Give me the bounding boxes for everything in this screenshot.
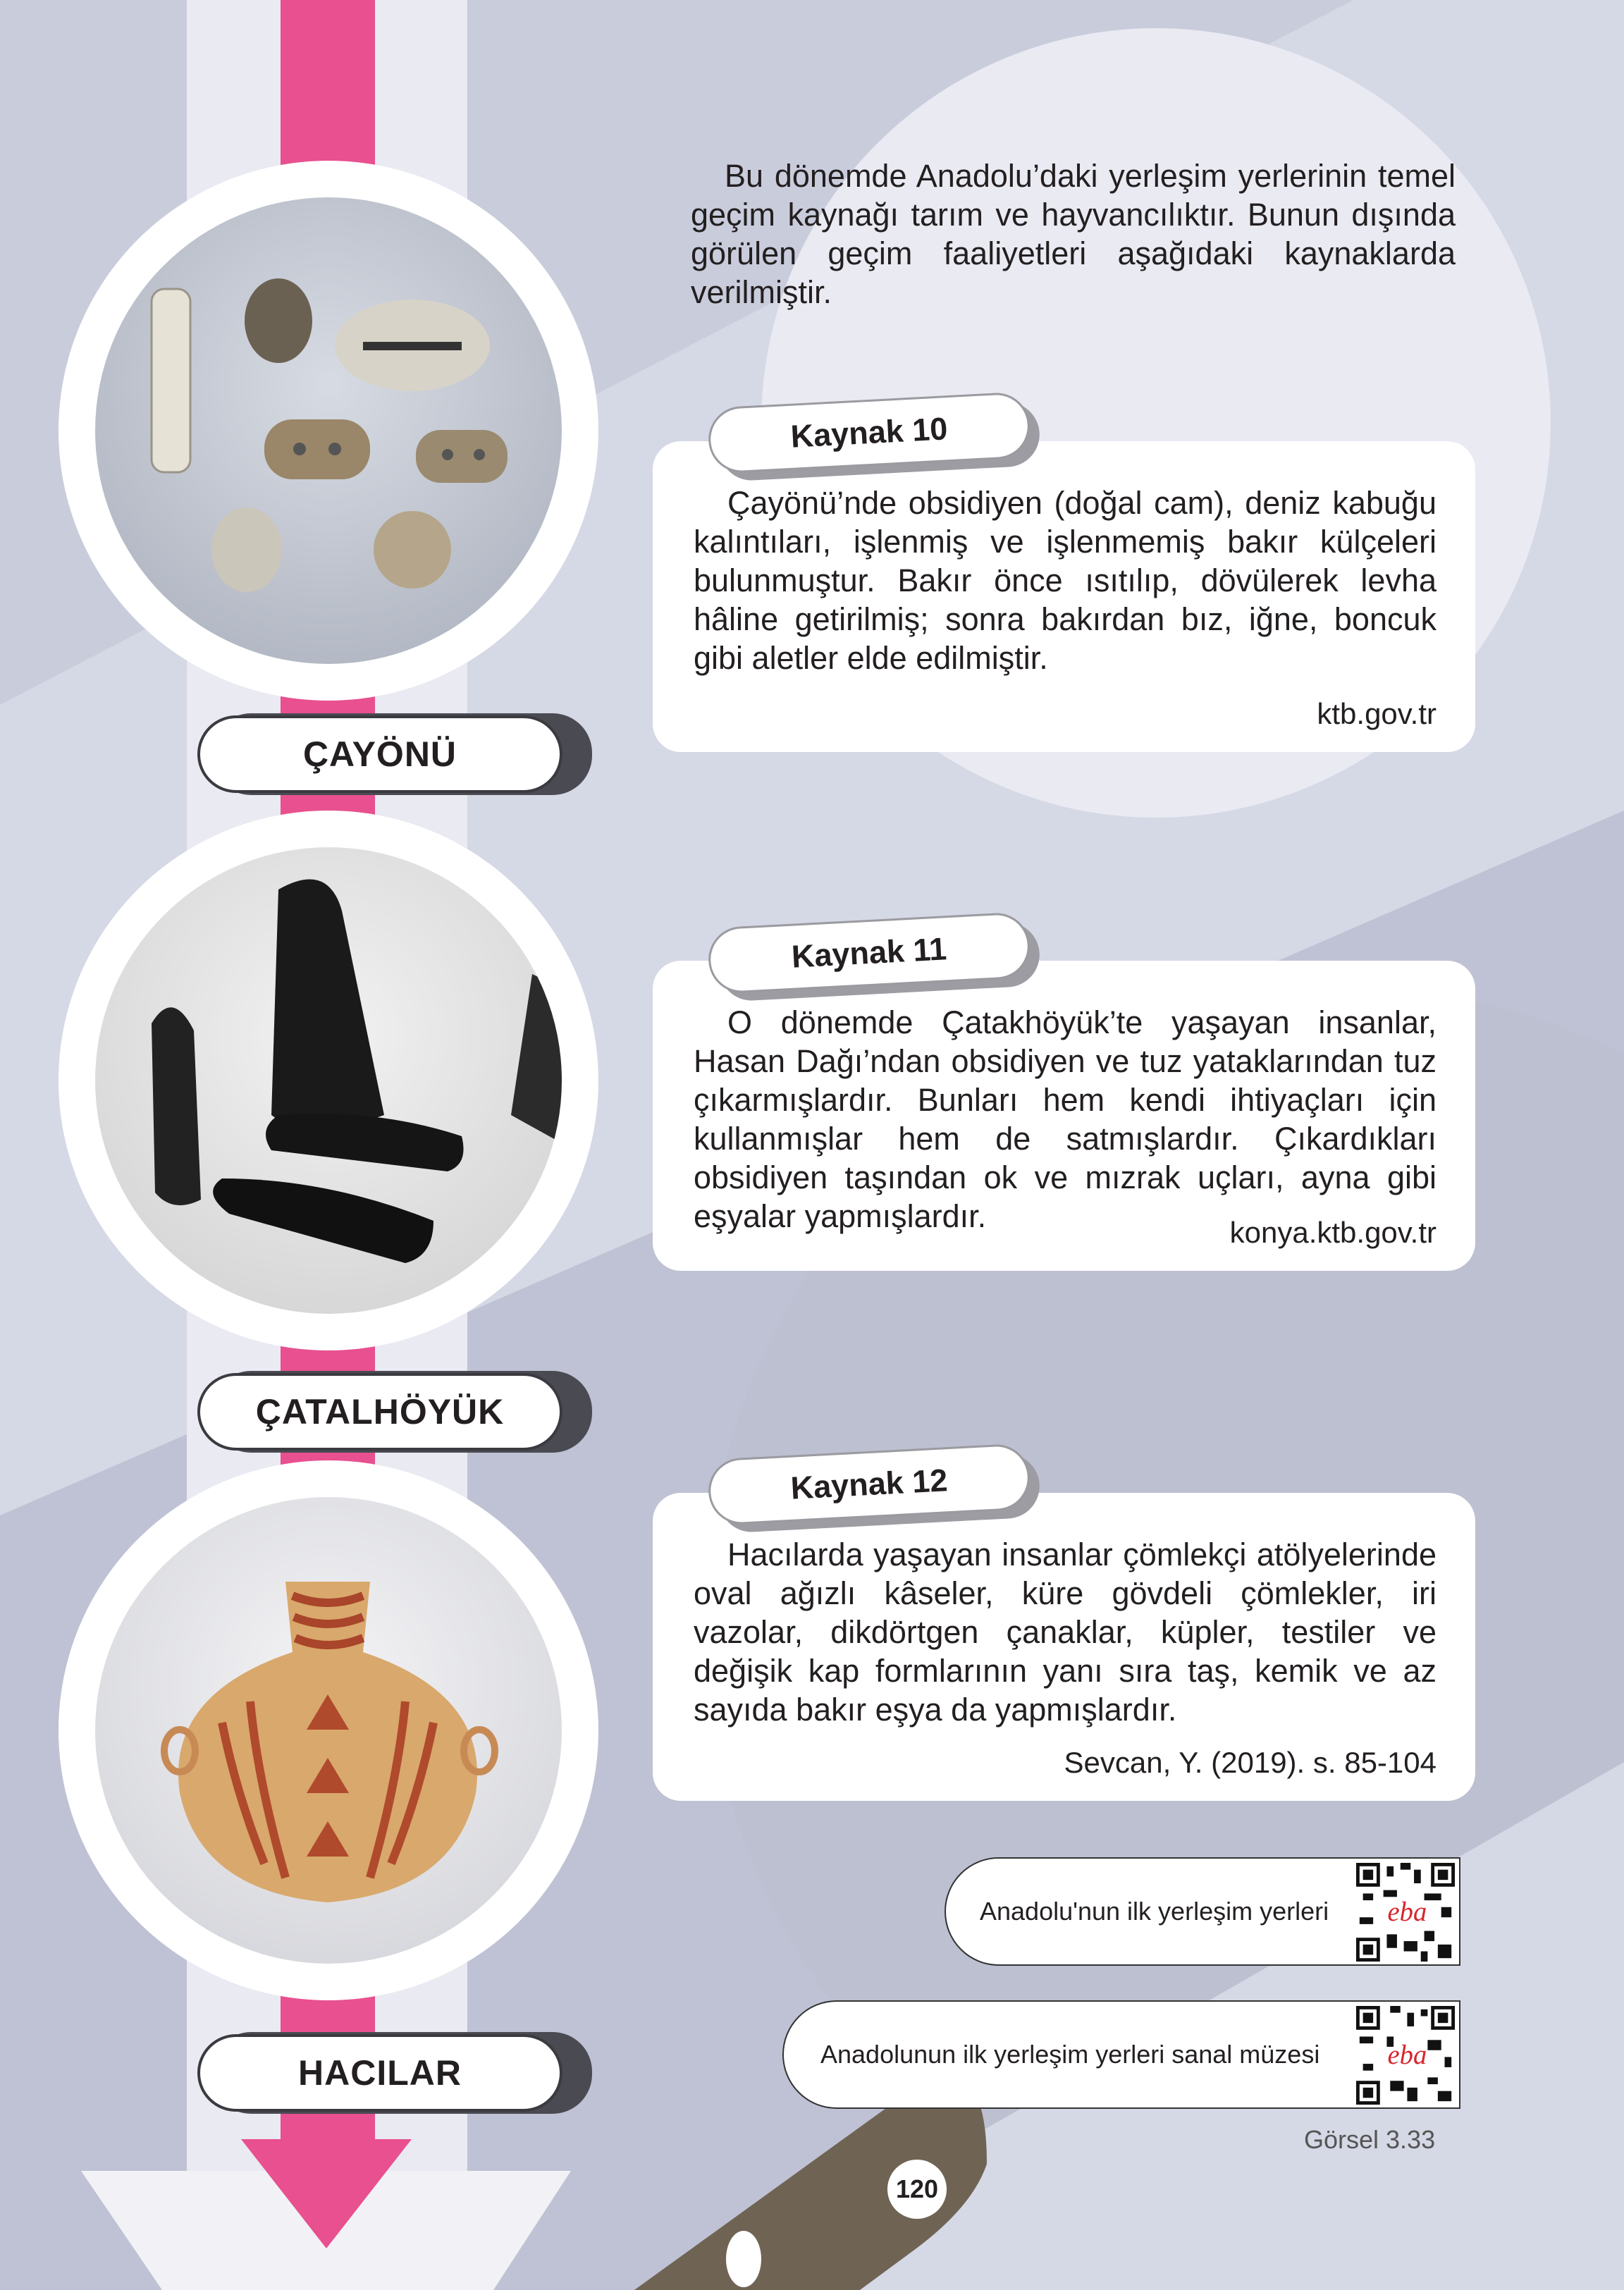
- source-title-tab: Kaynak 12: [707, 1443, 1031, 1526]
- timeline-label-cayonu: ÇAYÖNÜ: [197, 715, 562, 793]
- source-reference: Sevcan, Y. (2019). s. 85-104: [1064, 1746, 1437, 1779]
- timeline-label-catalhoyuk: ÇATALHÖYÜK: [197, 1373, 562, 1451]
- figure-caption: Görsel 3.33: [1304, 2125, 1436, 2154]
- hacilar-pottery-photo: [95, 1497, 562, 1964]
- qr-link-sanal-muze[interactable]: [782, 2000, 1460, 2109]
- source-text: Çayönü’nde obsidiyen (doğal cam), deniz kabuğu kalıntıları, işlenmiş ve işlenmemiş bakır külçeleri bulunmuştur. Bakır önce ısıtılıp, dövülerek levha hâline getirilmiş; sonra bakırdan bız, iğne, boncuk gibi aletler elde edilmiştir.: [694, 485, 1437, 676]
- intro-paragraph: Bu dönemde Anadolu’daki yerleşim yerlerinin temel geçim kaynağı tarım ve hayvancılıktır. Bunun dışında görülen geçim faaliyetleri aşağıdaki kaynaklarda verilmiştir.: [691, 158, 1456, 310]
- source-text: Hacılarda yaşayan insanlar çömlekçi atölyelerinde oval ağızlı kâseler, küre gövdeli çömlekler, iri vazolar, dikdörtgen çanaklar, küpler, testiler ve değişik kap formlarının yanı sıra taş, kemik ve az sayıda bakır eşya da yapmışlardır.: [694, 1537, 1437, 1728]
- qr-link-ilk-yerlesim[interactable]: [945, 1857, 1460, 1966]
- source-card-12: [653, 1493, 1475, 1801]
- catalhoyuk-obsidian-photo: [95, 847, 562, 1314]
- svg-text:eba: eba: [1387, 2040, 1427, 2071]
- svg-text:eba: eba: [1387, 1897, 1427, 1928]
- source-text: O dönemde Çatakhöyük’te yaşayan insanlar, Hasan Dağı’ndan obsidiyen ve tuz yataklarından tuz çıkarmışlardır. Bunları hem kendi ihtiyaçları için kullanmışlar hem de satmışlardır. Çıkardıkları obsidiyen taşından ok ve mızrak uçları, ayna gibi eşyalar yapmışlardır.: [694, 1004, 1437, 1234]
- source-reference: konya.ktb.gov.tr: [1229, 1216, 1437, 1249]
- page-number: 120: [887, 2160, 947, 2219]
- timeline-label-hacilar: HACILAR: [197, 2034, 562, 2112]
- qr-link-label: Anadolunun ilk yerleşim yerleri sanal müzesi: [820, 2040, 1320, 2069]
- qr-link-label: Anadolu'nun ilk yerleşim yerleri: [980, 1897, 1329, 1926]
- eba-qr-code-icon: [1356, 1863, 1455, 1962]
- source-reference: ktb.gov.tr: [1317, 697, 1437, 730]
- source-title-tab: Kaynak 11: [707, 911, 1031, 995]
- eba-qr-code-icon: [1356, 2006, 1455, 2105]
- source-card-11: [653, 961, 1475, 1271]
- source-card-10: [653, 441, 1475, 752]
- cayonu-artifacts-photo: [95, 197, 562, 664]
- source-title-tab: Kaynak 10: [707, 391, 1031, 474]
